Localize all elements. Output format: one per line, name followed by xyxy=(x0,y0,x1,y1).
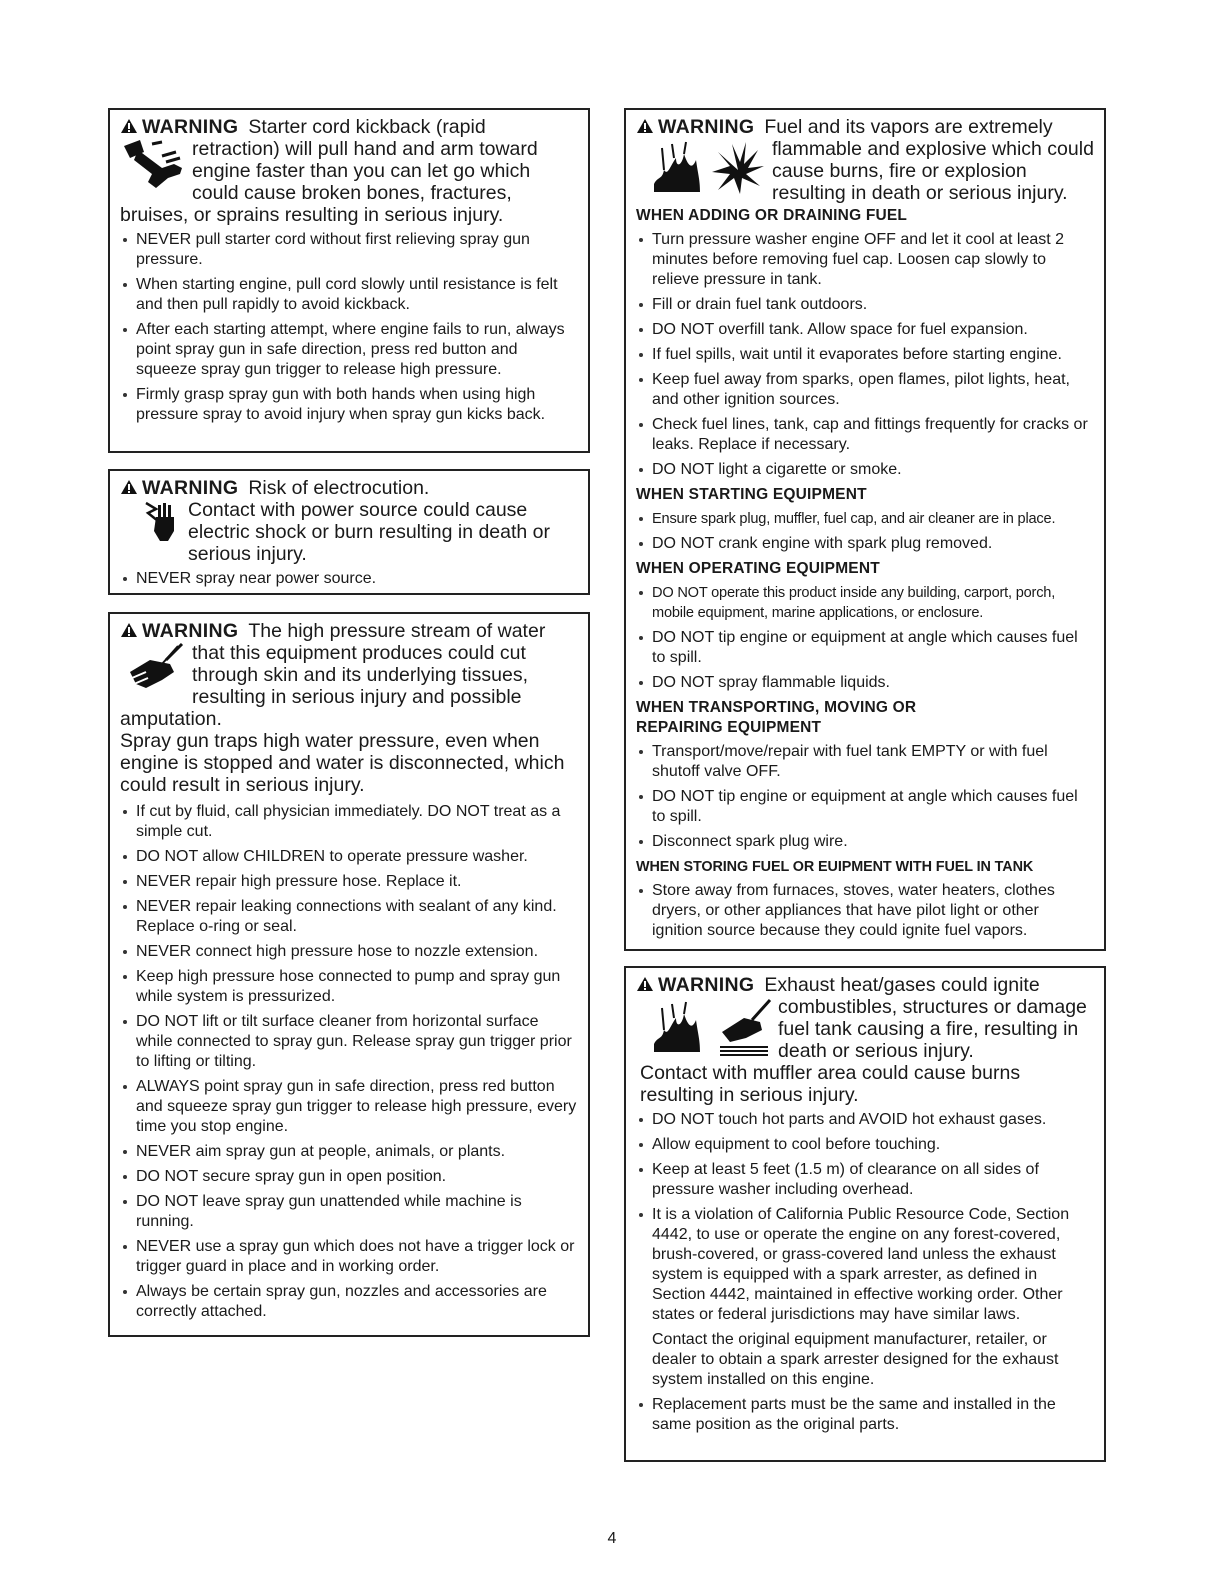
warning-text: could cause broken bones, fractures, xyxy=(192,182,512,204)
warning-heading xyxy=(120,477,578,499)
list-item: DO NOT operate this product inside any building, carport, porch, mobile equipment, marine applications, or enclosure. xyxy=(636,583,1094,623)
list-item: DO NOT tip engine or equipment at angle which causes fuel to spill. xyxy=(636,787,1094,827)
bullet-list xyxy=(636,1110,1094,1325)
list-item: After each starting attempt, where engine fails to run, always point spray gun in safe direction, press red button and squeeze spray gun trigger to release high pressure. xyxy=(120,320,578,380)
warning-text: that this equipment produces could cut xyxy=(192,642,526,664)
section-heading: WHEN STORING FUEL OR EUIPMENT WITH FUEL IN TANK xyxy=(636,859,1034,875)
list-item: Turn pressure washer engine OFF and let it cool at least 2 minutes before removing fuel cap. Loosen cap slowly to relieve pressure in tank. xyxy=(636,230,1094,290)
list-item: Ensure spark plug, muffler, fuel cap, and air cleaner are in place. xyxy=(636,509,1094,529)
warning-text: engine faster than you can let go which xyxy=(192,160,531,182)
list-item: ALWAYS point spray gun in safe direction, press red button and squeeze spray gun trigger to release high pressure, every time you stop engine. xyxy=(120,1077,578,1137)
warning-box-fuel xyxy=(624,108,1106,951)
list-item: Always be certain spray gun, nozzles and accessories are correctly attached. xyxy=(120,1282,578,1322)
warning-text: death or serious injury. xyxy=(778,1040,974,1062)
list-item: DO NOT leave spray gun unattended while machine is running. xyxy=(120,1192,578,1232)
fire-icon xyxy=(648,998,704,1061)
warning-text: fuel tank causing a fire, resulting in xyxy=(778,1018,1079,1040)
warning-text: electric shock or burn resulting in death or xyxy=(188,521,551,543)
warning-text: combustibles, structures or damage xyxy=(778,996,1087,1018)
warning-paragraph: Spray gun traps high water pressure, even when engine is stopped and water is disconnected, which could result in serious injury. xyxy=(120,730,565,796)
list-item: Store away from furnaces, stoves, water heaters, clothes dryers, or other appliances that have pilot light or other ignition source because they could ignite fuel vapors. xyxy=(636,881,1094,941)
warning-text: cause burns, fire or explosion xyxy=(772,160,1027,182)
list-item: DO NOT overfill tank. Allow space for fuel expansion. xyxy=(636,320,1094,340)
warning-heading xyxy=(636,974,1094,996)
warning-text: through skin and its underlying tissues, xyxy=(192,664,529,686)
alert-triangle-icon xyxy=(120,118,138,134)
section-heading: WHEN TRANSPORTING, MOVING OR REPAIRING EQUIPMENT xyxy=(636,699,917,736)
bullet-list xyxy=(636,881,1094,941)
list-item: DO NOT allow CHILDREN to operate pressure washer. xyxy=(120,847,578,867)
warning-label: WARNING xyxy=(142,116,239,138)
page-number: 4 xyxy=(607,1530,617,1547)
warning-heading xyxy=(636,116,1094,138)
warning-text: Contact with power source could cause xyxy=(188,499,528,521)
list-item: Keep fuel away from sparks, open flames, pilot lights, heat, and other ignition sources. xyxy=(636,370,1094,410)
hand-pull-icon xyxy=(122,138,188,205)
warning-text: Risk of electrocution. xyxy=(248,477,430,499)
list-item: Check fuel lines, tank, cap and fittings frequently for cracks or leaks. Replace if necessary. xyxy=(636,415,1094,455)
bullet-list xyxy=(636,509,1094,554)
list-item: NEVER connect high pressure hose to nozzle extension. xyxy=(120,942,578,962)
list-item: DO NOT tip engine or equipment at angle which causes fuel to spill. xyxy=(636,628,1094,668)
list-item: If cut by fluid, call physician immediately. DO NOT treat as a simple cut. xyxy=(120,802,578,842)
list-item: Replacement parts must be the same and installed in the same position as the original parts. xyxy=(636,1395,1094,1435)
warning-text: flammable and explosive which could xyxy=(772,138,1094,160)
list-item: Fill or drain fuel tank outdoors. xyxy=(636,295,1094,315)
hot-surface-icon xyxy=(716,998,774,1061)
section-heading: WHEN OPERATING EQUIPMENT xyxy=(636,560,880,577)
list-item: Disconnect spark plug wire. xyxy=(636,832,1094,852)
list-item: If fuel spills, wait until it evaporates before starting engine. xyxy=(636,345,1094,365)
warning-box-electrocution xyxy=(108,469,590,595)
list-item: Keep at least 5 feet (1.5 m) of clearance on all sides of pressure washer including overhead. xyxy=(636,1160,1094,1200)
warning-label: WARNING xyxy=(658,974,755,996)
injection-hazard-icon xyxy=(126,642,188,703)
list-item: NEVER repair high pressure hose. Replace it. xyxy=(120,872,578,892)
list-item: DO NOT secure spray gun in open position. xyxy=(120,1167,578,1187)
alert-triangle-icon xyxy=(120,622,138,638)
warning-text: resulting in serious injury and possible xyxy=(192,686,522,708)
list-item: NEVER use a spray gun which does not have a trigger lock or trigger guard in place and in working order. xyxy=(120,1237,578,1277)
section-heading: WHEN ADDING OR DRAINING FUEL xyxy=(636,207,908,224)
bullet-list xyxy=(636,1395,1094,1435)
list-item: When starting engine, pull cord slowly until resistance is felt and then pull rapidly to avoid kickback. xyxy=(120,275,578,315)
list-item: DO NOT spray flammable liquids. xyxy=(636,673,1094,693)
contact-paragraph: Contact the original equipment manufacturer, retailer, or dealer to obtain a spark arrester designed for the exhaust system installed on this engine. xyxy=(652,1331,1059,1388)
bullet-list xyxy=(120,230,578,425)
warning-text: Fuel and its vapors are extremely xyxy=(764,116,1053,138)
warning-label: WARNING xyxy=(142,620,239,642)
list-item: NEVER aim spray gun at people, animals, or plants. xyxy=(120,1142,578,1162)
list-item: DO NOT touch hot parts and AVOID hot exhaust gases. xyxy=(636,1110,1094,1130)
list-item: NEVER repair leaking connections with sealant of any kind. Replace o-ring or seal. xyxy=(120,897,578,937)
list-item: Transport/move/repair with fuel tank EMPTY or with fuel shutoff valve OFF. xyxy=(636,742,1094,782)
list-item: NEVER pull starter cord without first relieving spray gun pressure. xyxy=(120,230,578,270)
bullet-list xyxy=(120,802,578,1322)
warning-text: bruises, or sprains resulting in serious injury. xyxy=(120,204,504,226)
list-item: NEVER spray near power source. xyxy=(120,569,578,589)
warning-text: resulting in death or serious injury. xyxy=(772,182,1068,204)
list-item: Firmly grasp spray gun with both hands when using high pressure spray to avoid injury when spray gun kicks back. xyxy=(120,385,578,425)
warning-text: serious injury. xyxy=(188,543,307,565)
bullet-list xyxy=(636,742,1094,852)
list-item: DO NOT lift or tilt surface cleaner from horizontal surface while connected to spray gun. Release spray gun trigger prior to lifting or tilting. xyxy=(120,1012,578,1072)
list-item: It is a violation of California Public Resource Code, Section 4442, to use or operate the engine on any forest-covered, brush-covered, or grass-covered land unless the exhaust system is equipped with a spark arrester, as defined in Section 4442, maintained in effective working order. Other states or federal jurisdictions may have similar laws. xyxy=(636,1205,1094,1325)
warning-heading xyxy=(120,116,578,138)
bullet-list xyxy=(636,230,1094,480)
warning-label: WARNING xyxy=(142,477,239,499)
list-item: DO NOT light a cigarette or smoke. xyxy=(636,460,1094,480)
bullet-list xyxy=(120,569,578,589)
warning-heading xyxy=(120,620,578,642)
warning-box-high-pressure xyxy=(108,612,590,1337)
warning-text: The high pressure stream of water xyxy=(248,620,546,642)
fire-icon xyxy=(648,140,704,201)
warning-text: Exhaust heat/gases could ignite xyxy=(764,974,1040,996)
bullet-list xyxy=(636,583,1094,693)
explosion-icon xyxy=(710,140,766,201)
list-item: Keep high pressure hose connected to pump and spray gun while system is pressurized. xyxy=(120,967,578,1007)
warning-box-kickback xyxy=(108,108,590,453)
alert-triangle-icon xyxy=(636,118,654,134)
warning-box-exhaust xyxy=(624,966,1106,1462)
electric-shock-icon xyxy=(142,501,178,550)
warning-text: amputation. xyxy=(120,708,222,730)
warning-text: Starter cord kickback (rapid xyxy=(248,116,486,138)
alert-triangle-icon xyxy=(120,479,138,495)
warning-label: WARNING xyxy=(658,116,755,138)
warning-text: retraction) will pull hand and arm toward xyxy=(192,138,538,160)
list-item: DO NOT crank engine with spark plug removed. xyxy=(636,534,1094,554)
alert-triangle-icon xyxy=(636,976,654,992)
section-heading: WHEN STARTING EQUIPMENT xyxy=(636,486,867,503)
list-item: Allow equipment to cool before touching. xyxy=(636,1135,1094,1155)
warning-paragraph: Contact with muffler area could cause burns resulting in serious injury. xyxy=(640,1062,1021,1106)
